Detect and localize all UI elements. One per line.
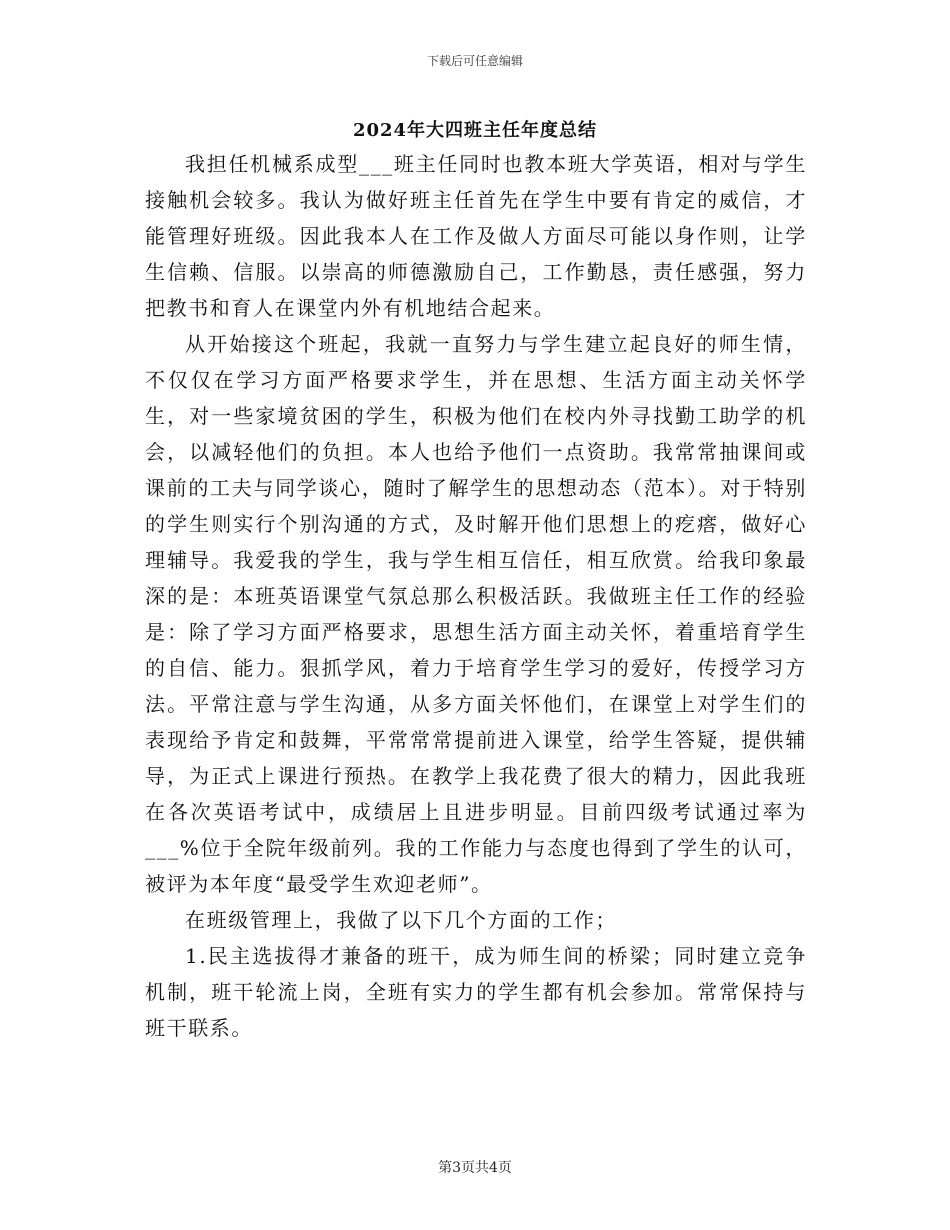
paragraph-3: 在班级管理上，我做了以下几个方面的工作； xyxy=(185,908,617,932)
paragraph-4: 1.民主选拔得才兼备的班干，成为师生间的桥梁；同时建立竞争机制，班干轮流上岗，全班有实力的学生都有机会参加。常常保持与班干联系。 xyxy=(145,944,807,1040)
header-note: 下载后可任意编辑 xyxy=(426,54,523,68)
paragraph-2: 从开始接这个班起，我就一直努力与学生建立起良好的师生情，不仅仅在学习方面严格要求学生，并在思想、生活方面主动关怀学生，对一些家境贫困的学生，积极为他们在校内外寻找勤工助学的机会，以减轻他们的负担。本人也给予他们一点资助。我常常抽课间或课前的工夫与同学谈心，随时了解学生的思想动态（范本）。对于特别的学生则实行个别沟通的方式，及时解开他们思想上的疙瘩，做好心理辅导。我爱我的学生，我与学生相互信任，相互欣赏。给我印象最深的是：本班英语课堂气氛总那么积极活跃。我做班主任工作的经验是：除了学习方面严格要求，思想生活方面主动关怀，着重培育学生的自信、能力。狠抓学风，着力于培育学生学习的爱好，传授学习方法。平常注意与学生沟通，从多方面关怀他们，在课堂上对学生们的表现给予肯定和鼓舞，平常常常提前进入课堂，给学生答疑，提供辅导，为正式上课进行预热。在教学上我花费了很大的精力，因此我班在各次英语考试中，成绩居上且进步明显。目前四级考试通过率为___%位于全院年级前列。我的工作能力与态度也得到了学生的认可，被评为本年度“最受学生欢迎老师”。 xyxy=(145,332,807,896)
page-number: 第3页共4页 xyxy=(438,1160,512,1176)
paragraph-1: 我担任机械系成型___班主任同时也教本班大学英语，相对与学生接触机会较多。我认为做好班主任首先在学生中要有肯定的威信，才能管理好班级。因此我本人在工作及做人方面尽可能以身作则，让学生信赖、信服。以崇高的师德激励自己，工作勤恳，责任感强，努力把教书和育人在课堂内外有机地结合起来。 xyxy=(145,152,807,320)
document-body xyxy=(145,146,807,1046)
document-title: 2024年大四班主任年度总结 xyxy=(352,120,598,141)
